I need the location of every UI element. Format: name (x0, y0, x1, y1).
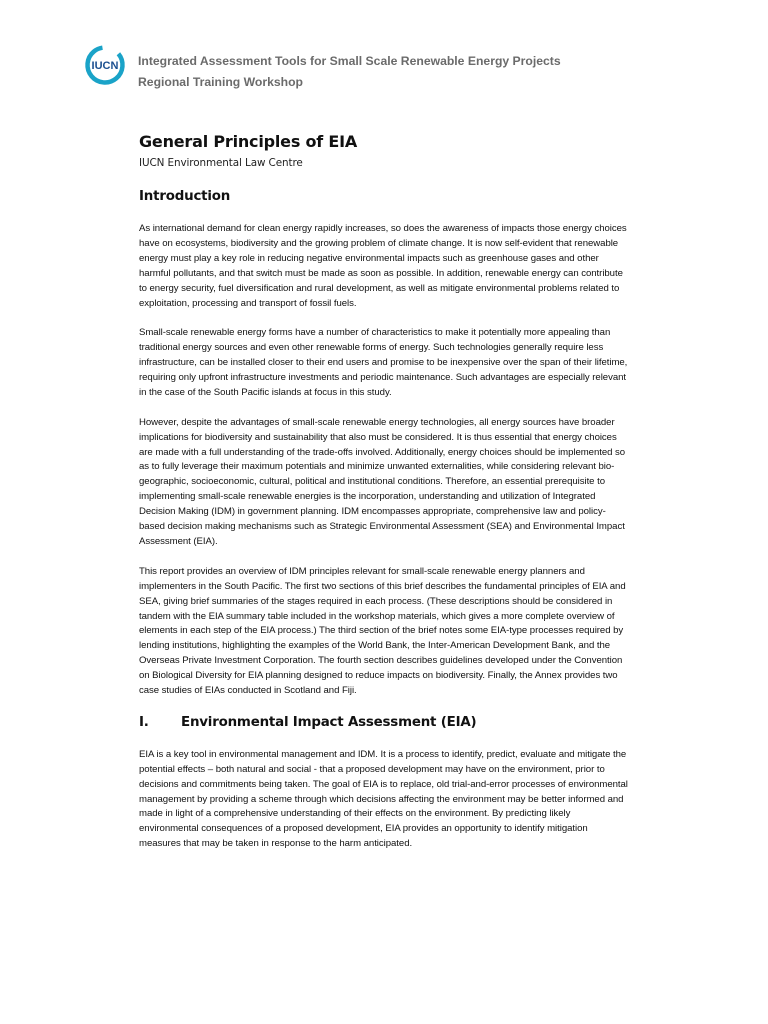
intro-paragraph-3: However, despite the advantages of small-scale renewable energy technologies, all energy sources have broader implications for biodiversity and sustainability that also must be considered. It is thus essential that energy choices are made with a full understanding of the trade-offs involved. Additionally, energy choices should be implemented so as to fully leverage their maximum potentials and minimize unwanted externalities, while considering relevant bio-geographic, socioeconomic, cultural, political and institutional conditions. Therefore, an essential prerequisite to implementing small-scale renewable energies is the incorporation, understanding and utilization of Integrated Decision Making (IDM) in government planning. IDM encompasses appropriate, comprehensive law and policy-based decision making mechanisms such as Strategic Environmental Assessment (SEA) and Environmental Impact Assessment (EIA). (139, 416, 626, 547)
document-title: General Principles of EIA (139, 132, 358, 151)
intro-paragraph-1: As international demand for clean energy rapidly increases, so does the awareness of impacts those energy choices have on ecosystems, biodiversity and the growing problem of climate change. It is now self-evident that renewable energy must play a key role in reducing negative environmental impacts such as greenhouse gases and other harmful pollutants, and that switch must be made as soon as possible. In addition, renewable energy can contribute to energy security, fuel diversification and rural development, as well as mitigate environmental problems related to exploitation, processing and transport of fossil fuels. (139, 223, 627, 309)
section-1-title: Environmental Impact Assessment (EIA) (181, 714, 477, 730)
intro-paragraph-2: Small-scale renewable energy forms have a number of characteristics to make it potentially more appealing than traditional energy sources and even other renewable forms of energy. Such technologies generally require less infrastructure, can be installed closer to their end users and promise to be inexpensive over the span of their lifetime, requiring only upfront infrastructure investments and periodic maintenance. Such advantages are especially relevant in the case of the South Pacific islands at focus in this study. (139, 327, 628, 398)
logo-text: IUCN (91, 60, 119, 72)
section-1-number: I. (139, 714, 149, 730)
section-1-heading (139, 714, 631, 732)
document-author: IUCN Environmental Law Centre (139, 157, 303, 169)
document-body (139, 128, 631, 867)
introduction-heading: Introduction (139, 189, 231, 204)
intro-paragraph-4: This report provides an overview of IDM principles relevant for small-scale renewable energy planners and implementers in the South Pacific. The first two sections of this brief describes the fundamental principles of EIA and SEA, giving brief summaries of the stages required in each process. (These descriptions should be considered in tandem with the EIA summary table included in the workshop materials, which gives a more complete overview of elements in each step of the EIA process.) The third section of the brief notes some EIA-type processes required by lending institutions, highlighting the examples of the World Bank, the Inter-American Development Bank, and the Overseas Private Investment Corporation. The fourth section describes guidelines developed under the Convention on Biological Diversity for EIA planning designed to reduce impacts on biodiversity. Finally, the Annex provides two case studies of EIAs conducted in Scotland and Fiji. (139, 565, 626, 697)
eia-paragraph: EIA is a key tool in environmental management and IDM. It is a process to identify, predict, evaluate and mitigate the potential effects – both natural and social - that a proposed development may have on the environment, prior to decisions and commitments being taken. The goal of EIA is to replace, old trial-and-error processes of environmental management by providing a scheme through which decisions affecting the environment may be better informed and made in light of a comprehensive understanding of their effects on the environment. By predicting likely environmental consequences of a proposed development, EIA provides an opportunity to identify mitigation measures that may be taken in response to the harm anticipated. (139, 748, 628, 850)
iucn-logo (84, 44, 126, 86)
workshop-subtitle: Regional Training Workshop (138, 75, 303, 89)
workshop-header (138, 51, 561, 93)
workshop-title: Integrated Assessment Tools for Small Scale Renewable Energy Projects (138, 54, 561, 68)
